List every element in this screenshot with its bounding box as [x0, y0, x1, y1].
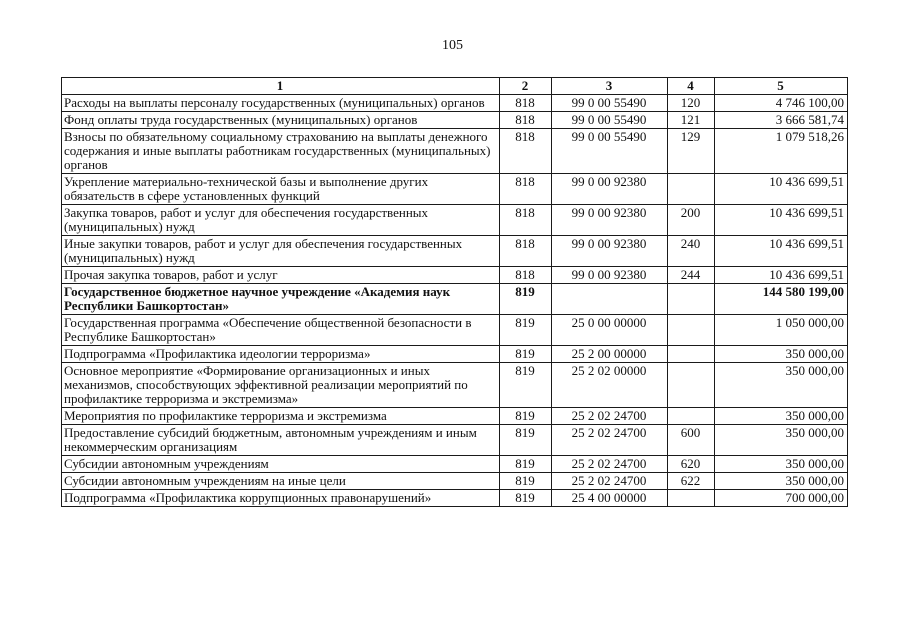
- row-article-cell: 25 2 02 24700: [552, 408, 668, 425]
- row-expense-type-cell: 240: [668, 236, 715, 267]
- row-name-cell: Государственная программа «Обеспечение общественной безопасности в Республике Башкортостан»: [62, 315, 500, 346]
- row-ministry-cell: 818: [500, 236, 552, 267]
- table-row: [62, 205, 848, 236]
- row-ministry-cell: 819: [500, 425, 552, 456]
- row-article-cell: 99 0 00 92380: [552, 267, 668, 284]
- column-header-2: 2: [500, 78, 552, 95]
- table-row: [62, 346, 848, 363]
- table-row: [62, 95, 848, 112]
- row-article-cell: 99 0 00 55490: [552, 112, 668, 129]
- row-amount-cell: 10 436 699,51: [715, 236, 848, 267]
- column-header-5: 5: [715, 78, 848, 95]
- row-amount-cell: 4 746 100,00: [715, 95, 848, 112]
- row-name-cell: Предоставление субсидий бюджетным, автономным учреждениям и иным некоммерческим организациям: [62, 425, 500, 456]
- column-header-3: 3: [552, 78, 668, 95]
- table-row: [62, 267, 848, 284]
- row-article-cell: 25 2 02 00000: [552, 363, 668, 408]
- row-ministry-cell: 818: [500, 205, 552, 236]
- row-amount-cell: 10 436 699,51: [715, 174, 848, 205]
- row-article-cell: 25 4 00 00000: [552, 490, 668, 507]
- row-ministry-cell: 818: [500, 129, 552, 174]
- row-article-cell: 99 0 00 92380: [552, 174, 668, 205]
- row-article-cell: 99 0 00 92380: [552, 236, 668, 267]
- table-row: [62, 408, 848, 425]
- row-expense-type-cell: 120: [668, 95, 715, 112]
- row-ministry-cell: 819: [500, 473, 552, 490]
- row-expense-type-cell: [668, 284, 715, 315]
- row-name-cell: Субсидии автономным учреждениям на иные цели: [62, 473, 500, 490]
- row-expense-type-cell: [668, 315, 715, 346]
- row-name-cell: Взносы по обязательному социальному страхованию на выплаты денежного содержания и иные выплаты работникам государственных (муниципальных) органов: [62, 129, 500, 174]
- row-name-cell: Укрепление материально-технической базы и выполнение других обязательств в сфере установленных функций: [62, 174, 500, 205]
- row-expense-type-cell: 600: [668, 425, 715, 456]
- row-name-cell: Иные закупки товаров, работ и услуг для обеспечения государственных (муниципальных) нужд: [62, 236, 500, 267]
- table-row: [62, 315, 848, 346]
- row-amount-cell: 144 580 199,00: [715, 284, 848, 315]
- row-name-cell: Мероприятия по профилактике терроризма и экстремизма: [62, 408, 500, 425]
- row-amount-cell: 700 000,00: [715, 490, 848, 507]
- row-article-cell: 25 2 02 24700: [552, 473, 668, 490]
- row-expense-type-cell: 244: [668, 267, 715, 284]
- row-name-cell: Фонд оплаты труда государственных (муниципальных) органов: [62, 112, 500, 129]
- row-article-cell: 99 0 00 55490: [552, 129, 668, 174]
- row-amount-cell: 350 000,00: [715, 473, 848, 490]
- table-row: [62, 363, 848, 408]
- row-expense-type-cell: 121: [668, 112, 715, 129]
- row-article-cell: 25 2 00 00000: [552, 346, 668, 363]
- row-ministry-cell: 818: [500, 95, 552, 112]
- row-expense-type-cell: [668, 363, 715, 408]
- row-ministry-cell: 819: [500, 408, 552, 425]
- row-amount-cell: 350 000,00: [715, 425, 848, 456]
- row-article-cell: 25 0 00 00000: [552, 315, 668, 346]
- table-row: [62, 473, 848, 490]
- row-ministry-cell: 818: [500, 112, 552, 129]
- table-row: [62, 456, 848, 473]
- row-expense-type-cell: 129: [668, 129, 715, 174]
- row-expense-type-cell: 622: [668, 473, 715, 490]
- table-row: [62, 236, 848, 267]
- table-row: [62, 174, 848, 205]
- row-ministry-cell: 819: [500, 346, 552, 363]
- table-row: [62, 425, 848, 456]
- row-ministry-cell: 818: [500, 174, 552, 205]
- row-name-cell: Подпрограмма «Профилактика коррупционных правонарушений»: [62, 490, 500, 507]
- column-header-4: 4: [668, 78, 715, 95]
- row-name-cell: Прочая закупка товаров, работ и услуг: [62, 267, 500, 284]
- table-row: [62, 112, 848, 129]
- row-article-cell: 99 0 00 92380: [552, 205, 668, 236]
- row-ministry-cell: 819: [500, 363, 552, 408]
- row-name-cell: Закупка товаров, работ и услуг для обеспечения государственных (муниципальных) нужд: [62, 205, 500, 236]
- row-amount-cell: 1 050 000,00: [715, 315, 848, 346]
- row-name-cell: Основное мероприятие «Формирование организационных и иных механизмов, способствующих эффективной реализации мероприятий по профилактике терроризма и экстремизма»: [62, 363, 500, 408]
- table-row-organization: [62, 284, 848, 315]
- row-expense-type-cell: [668, 346, 715, 363]
- row-amount-cell: 3 666 581,74: [715, 112, 848, 129]
- row-amount-cell: 350 000,00: [715, 346, 848, 363]
- row-expense-type-cell: 200: [668, 205, 715, 236]
- row-ministry-cell: 819: [500, 284, 552, 315]
- row-article-cell: 25 2 02 24700: [552, 456, 668, 473]
- table-row: [62, 129, 848, 174]
- row-amount-cell: 10 436 699,51: [715, 205, 848, 236]
- column-header-1: 1: [62, 78, 500, 95]
- row-article-cell: [552, 284, 668, 315]
- row-article-cell: 25 2 02 24700: [552, 425, 668, 456]
- table-row: [62, 490, 848, 507]
- row-ministry-cell: 819: [500, 490, 552, 507]
- row-name-cell: Подпрограмма «Профилактика идеологии терроризма»: [62, 346, 500, 363]
- row-name-cell: Расходы на выплаты персоналу государственных (муниципальных) органов: [62, 95, 500, 112]
- row-amount-cell: 10 436 699,51: [715, 267, 848, 284]
- row-amount-cell: 350 000,00: [715, 456, 848, 473]
- row-name-cell: Государственное бюджетное научное учреждение «Академия наук Республики Башкортостан»: [62, 284, 500, 315]
- budget-table: [61, 77, 848, 507]
- row-amount-cell: 1 079 518,26: [715, 129, 848, 174]
- row-amount-cell: 350 000,00: [715, 408, 848, 425]
- row-expense-type-cell: 620: [668, 456, 715, 473]
- row-article-cell: 99 0 00 55490: [552, 95, 668, 112]
- row-amount-cell: 350 000,00: [715, 363, 848, 408]
- row-expense-type-cell: [668, 490, 715, 507]
- row-ministry-cell: 819: [500, 315, 552, 346]
- row-expense-type-cell: [668, 408, 715, 425]
- row-ministry-cell: 818: [500, 267, 552, 284]
- page-number: 105: [442, 38, 463, 53]
- table-header-row: [62, 78, 848, 95]
- row-ministry-cell: 819: [500, 456, 552, 473]
- row-name-cell: Субсидии автономным учреждениям: [62, 456, 500, 473]
- row-expense-type-cell: [668, 174, 715, 205]
